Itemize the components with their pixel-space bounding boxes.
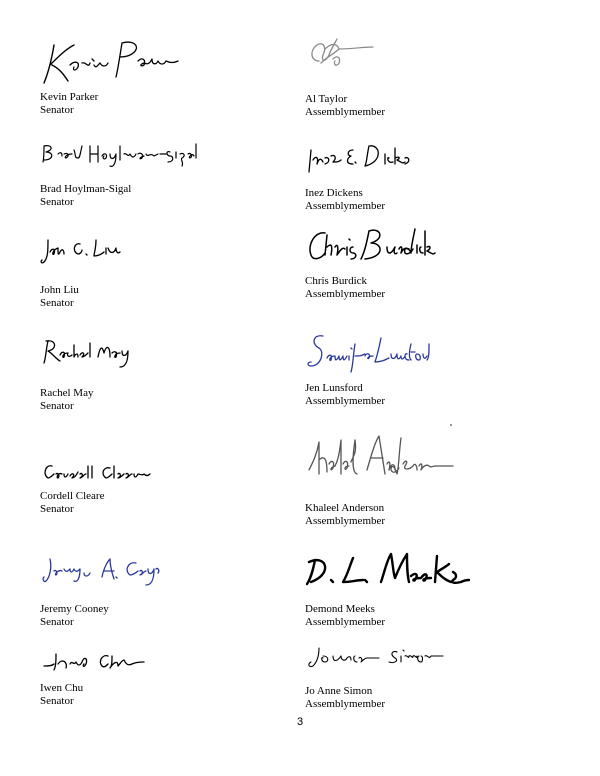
signatory-name: Cordell Cleare [40,490,105,502]
signatory-name: Demond Meeks [305,603,375,615]
signatory-title: Assemblymember [305,698,386,710]
signature-block-jo-anne-simon [305,642,555,712]
handwritten-signature-jen-lunsford [305,330,430,376]
signatory-title: Assemblymember [305,395,386,407]
signature-block-khaleel-anderson [305,432,555,532]
signatory-name: Iwen Chu [40,682,84,694]
signature-block-john-liu [40,234,290,314]
signatory-name: Kevin Parker [40,91,99,103]
handwritten-signature-khaleel-anderson [305,432,455,490]
handwritten-signature-jo-anne-simon [305,642,445,670]
signature-block-jen-lunsford [305,330,555,410]
signatory-name: Jen Lunsford [305,382,363,394]
handwritten-signature-rachel-may [40,335,130,371]
handwritten-signature-chris-burdick [305,225,435,269]
handwritten-signature-brad-hoylman-sigal [40,140,200,170]
signature-block-chris-burdick [305,225,555,305]
signatory-title: Senator [40,297,74,309]
signatory-title: Assemblymember [305,616,386,628]
signature-block-kevin-parker [40,35,290,125]
signature-block-jeremy-cooney [40,555,290,635]
signatory-title: Senator [40,104,74,116]
page-number: 3 [296,716,304,728]
handwritten-signature-inez-dickens [305,140,410,176]
signatory-title: Assemblymember [305,106,386,118]
handwritten-signature-cordell-cleare [40,460,150,488]
handwritten-signature-kevin-parker [40,35,180,90]
signatory-title: Assemblymember [305,515,386,527]
signatory-name: Rachel May [40,387,94,399]
handwritten-signature-jeremy-cooney [40,555,165,595]
signatory-name: Jo Anne Simon [305,685,373,697]
signatory-title: Senator [40,503,74,515]
signatory-name: Khaleel Anderson [305,502,385,514]
signatory-name: Inez Dickens [305,187,363,199]
signature-block-al-taylor [305,35,555,125]
signatory-title: Senator [40,196,74,208]
signature-block-inez-dickens [305,140,555,220]
signatory-name: Al Taylor [305,93,348,105]
handwritten-signature-demond-meeks [305,550,470,592]
signatory-name: Jeremy Cooney [40,603,109,615]
handwritten-signature-al-taylor [305,35,375,75]
signatory-title: Senator [40,616,74,628]
signature-block-rachel-may [40,335,290,415]
signature-block-brad-hoylman-sigal [40,140,290,220]
signatory-name: Chris Burdick [305,275,368,287]
signatory-name: Brad Hoylman-Sigal [40,183,132,195]
handwritten-signature-john-liu [40,234,120,268]
signature-block-demond-meeks [305,550,555,630]
stray-mark [450,424,452,426]
signature-block-iwen-chu [40,648,290,708]
signatory-title: Assemblymember [305,200,386,212]
signatory-title: Senator [40,400,74,412]
signatory-title: Senator [40,695,74,707]
handwritten-signature-iwen-chu [40,648,145,674]
signatory-title: Assemblymember [305,288,386,300]
signatory-name: John Liu [40,284,79,296]
signature-block-cordell-cleare [40,460,290,530]
